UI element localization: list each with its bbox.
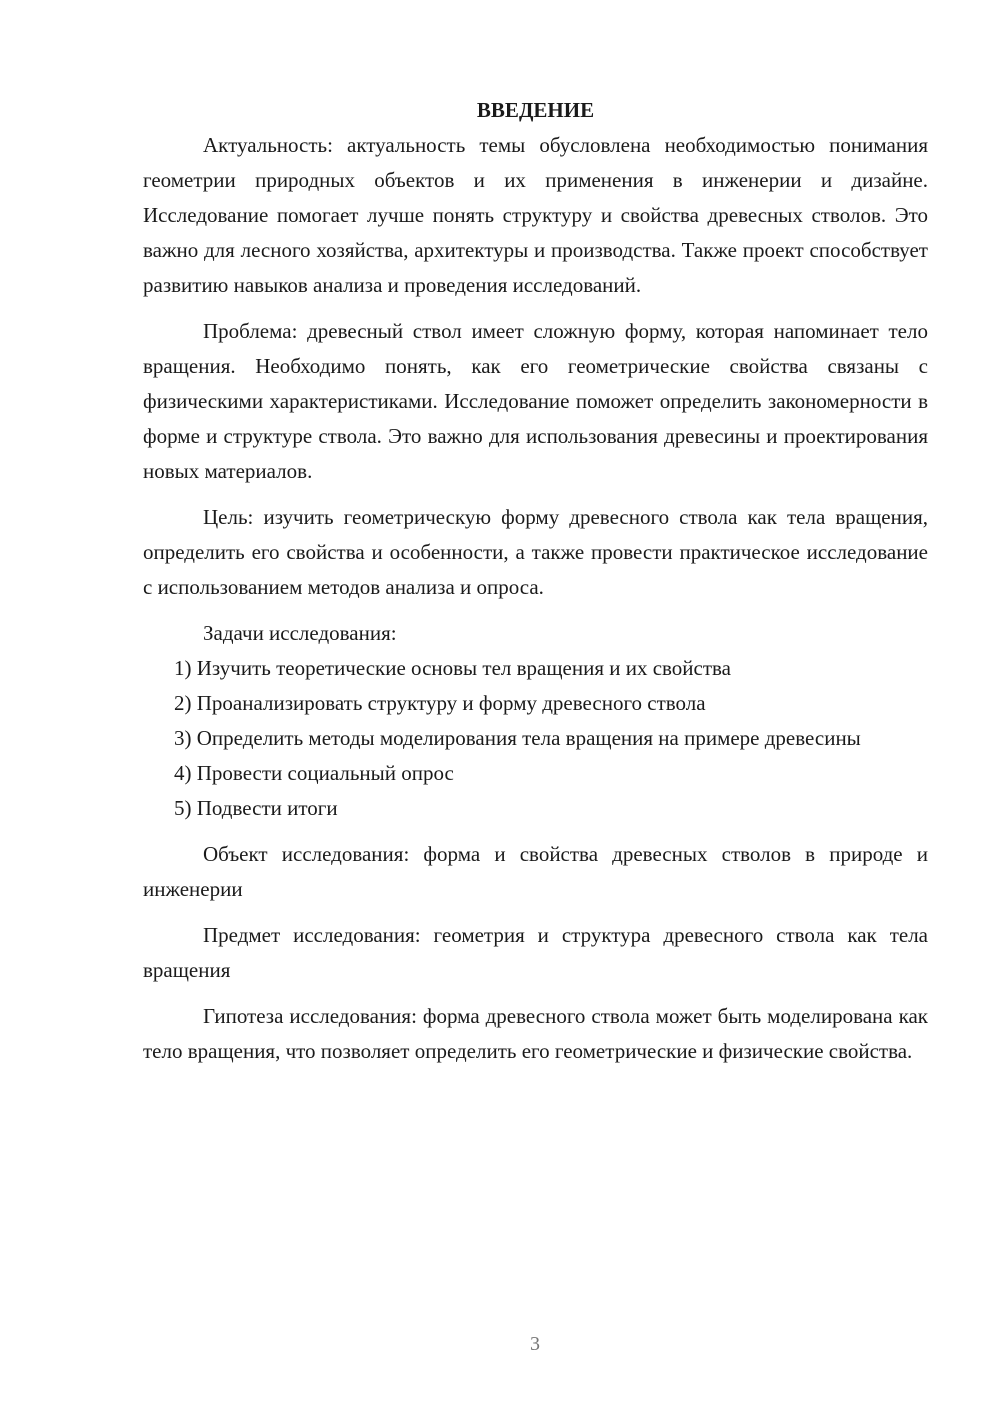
page-number: 3 [530,1333,540,1355]
task-item-4: 4) Провести социальный опрос [174,761,454,785]
object-paragraph: Объект исследования: форма и свойства древесных стволов в природе и инженерии [143,842,928,901]
page-title: ВВЕДЕНИЕ [476,98,595,122]
task-item-1: 1) Изучить теоретические основы тел вращения и их свойства [174,656,732,680]
hypothesis-paragraph: Гипотеза исследования: форма древесного ствола может быть моделирована как тело вращения, что позволяет определить его геометрические и физические свойства. [143,1004,928,1063]
goal-paragraph: Цель: изучить геометрическую форму древесного ствола как тела вращения, определить его свойства и особенности, а также провести практическое исследование с использованием методов анализа и опроса. [143,505,928,599]
relevance-paragraph: Актуальность: актуальность темы обусловлена необходимостью понимания геометрии природных объектов и их применения в инженерии и дизайне. Исследование помогает лучше понять структуру и свойства древесных стволов. Это важно для лесного хозяйства, архитектуры и производства. Также проект способствует развитию навыков анализа и проведения исследований. [143,133,928,297]
tasks-heading: Задачи исследования: [203,621,397,645]
subject-paragraph: Предмет исследования: геометрия и структура древесного ствола как тела вращения [143,923,928,982]
task-item-2: 2) Проанализировать структуру и форму древесного ствола [174,691,706,715]
task-item-5: 5) Подвести итоги [174,796,338,820]
document-page [143,92,928,1069]
problem-paragraph: Проблема: древесный ствол имеет сложную форму, которая напоминает тело вращения. Необходимо понять, как его геометрические свойства связаны с физическими характеристиками. Исследование поможет определить закономерности в форме и структуре ствола. Это важно для использования древесины и проектирования новых материалов. [143,319,928,483]
task-item-3: 3) Определить методы моделирования тела вращения на примере древесины [174,726,861,750]
